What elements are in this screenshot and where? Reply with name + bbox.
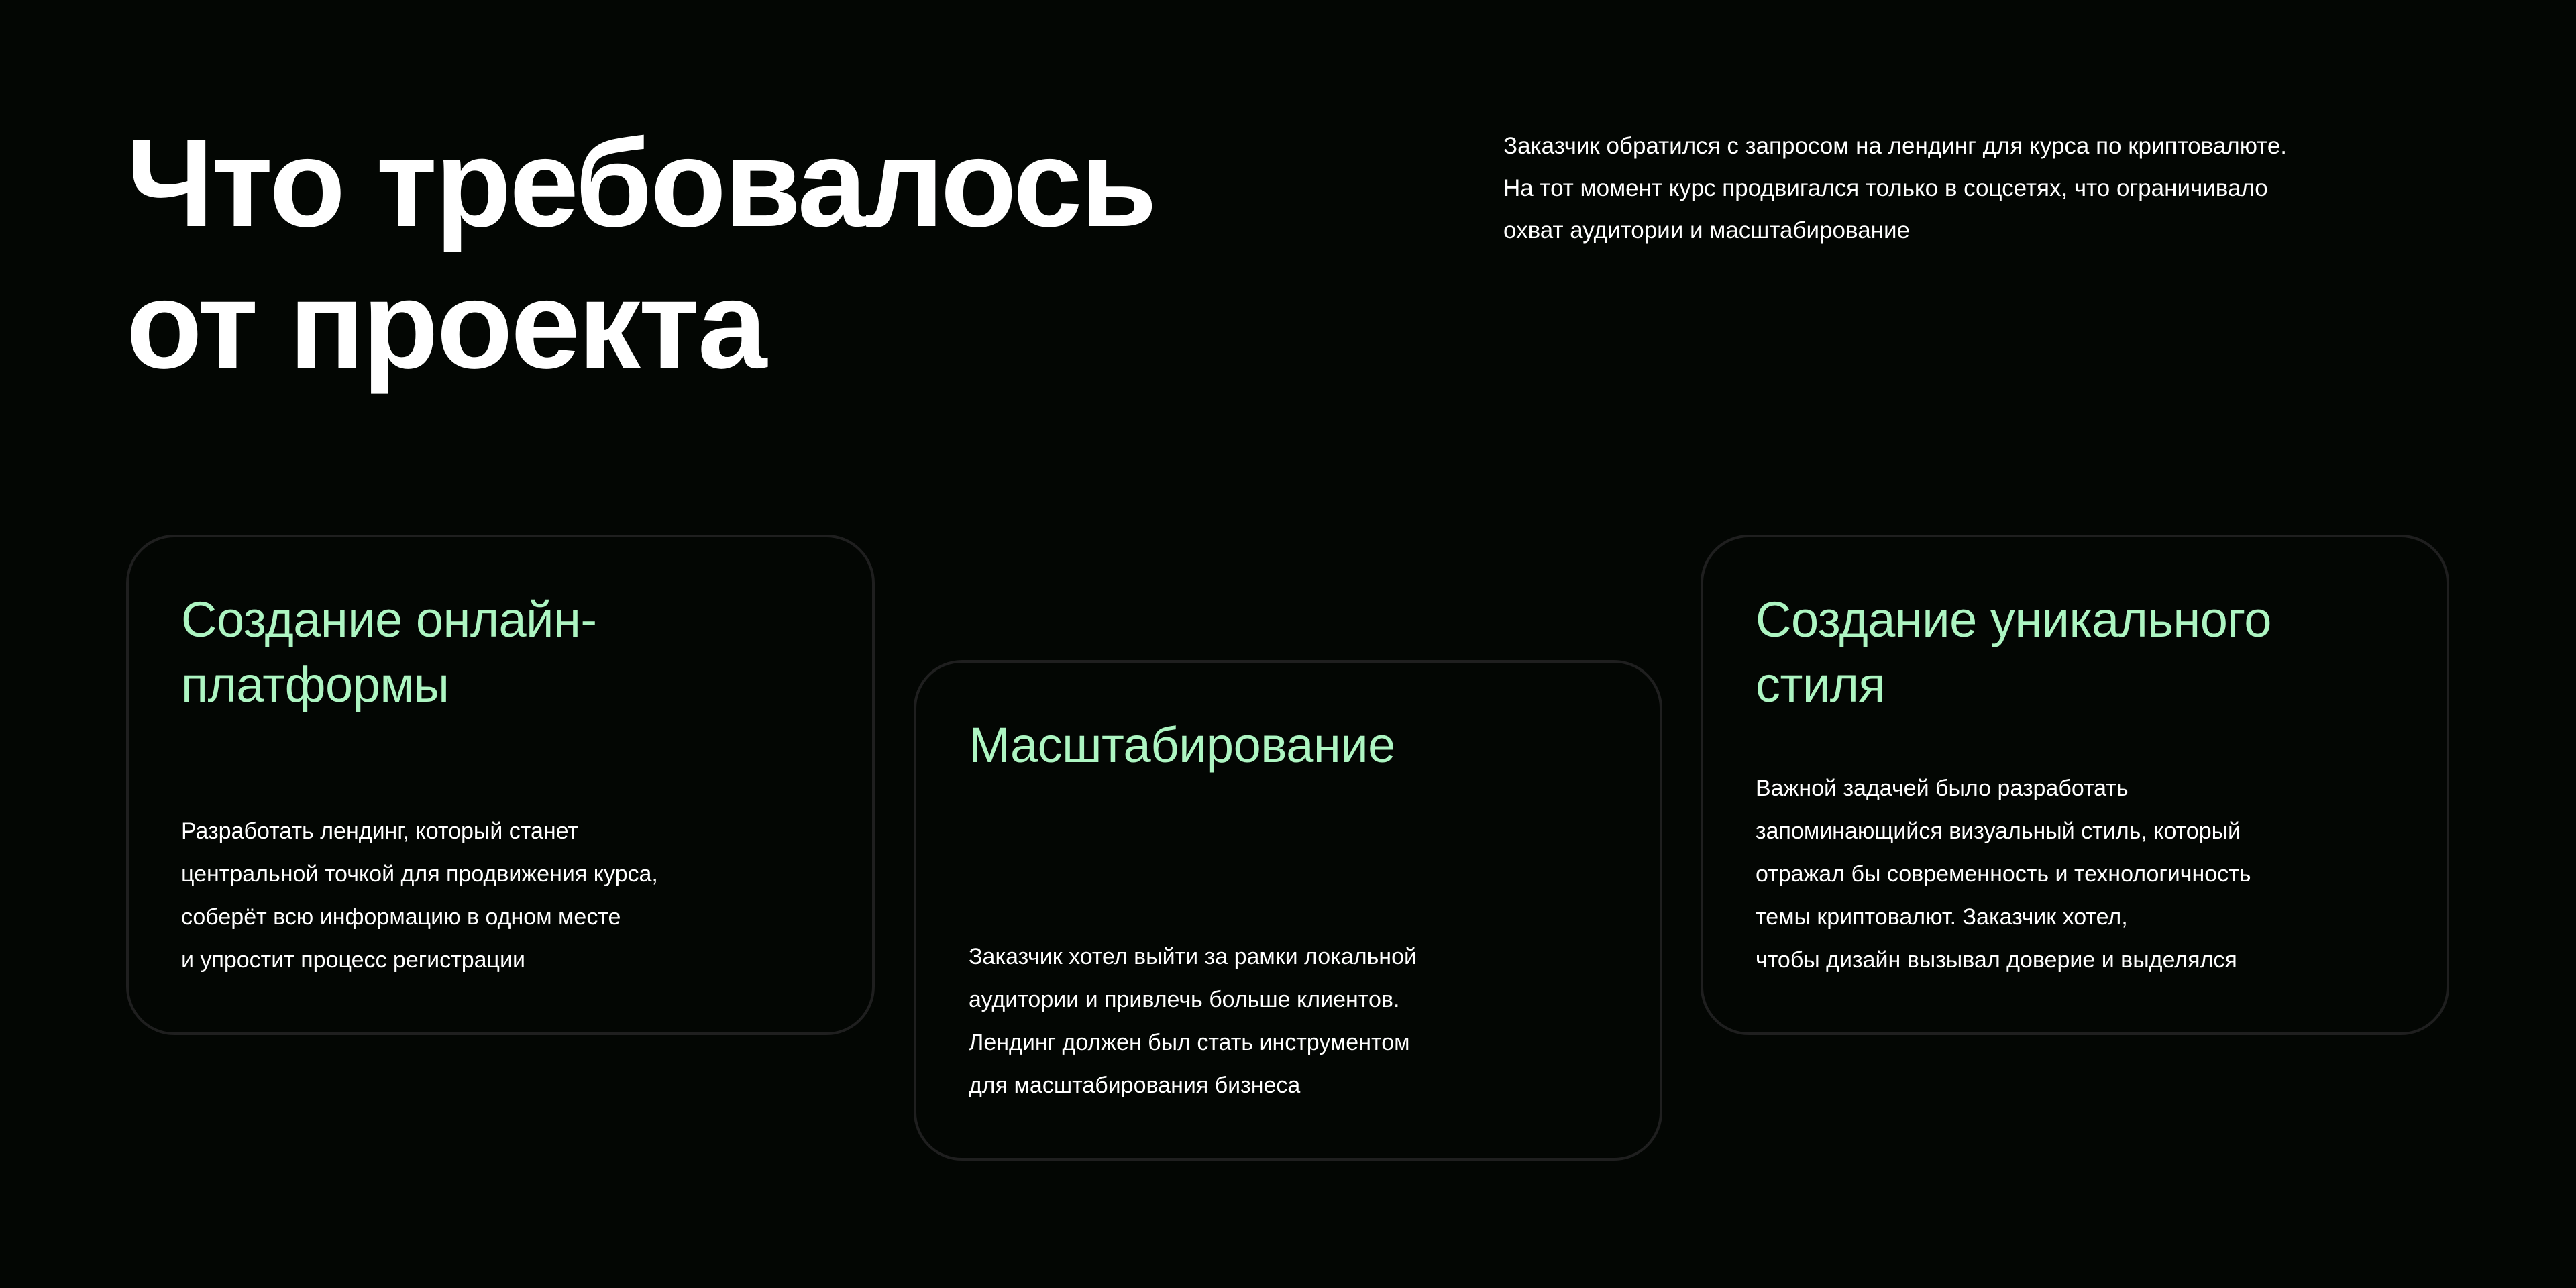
card-title-line: Создание онлайн-	[181, 592, 597, 647]
card-body-line: и упростит процесс регистрации	[181, 947, 525, 973]
card-body-line: Заказчик хотел выйти за рамки локальной	[969, 944, 1417, 969]
card-title	[1756, 587, 2271, 717]
card-title-line: Создание уникального	[1756, 592, 2271, 647]
page-title-line: от проекта	[126, 256, 765, 394]
card-body-line: отражал бы современность и технологичность	[1756, 861, 2251, 887]
intro-paragraph	[1503, 125, 2287, 252]
intro-line: На тот момент курс продвигался только в соцсетях, что ограничивало	[1503, 175, 2268, 201]
card-body-line: Лендинг должен был стать инструментом	[969, 1030, 1410, 1055]
page-title-line: Что требовалось	[126, 114, 1155, 253]
card-title-line: Масштабирование	[969, 717, 1395, 773]
card-online-platform	[126, 535, 875, 1035]
card-body-line: для масштабирования бизнеса	[969, 1073, 1301, 1098]
card-title	[181, 587, 597, 717]
card-body-line: Важной задачей было разработать	[1756, 775, 2129, 801]
card-body-line: Разработать лендинг, который станет	[181, 818, 579, 844]
card-body-line: аудитории и привлечь больше клиентов.	[969, 987, 1400, 1012]
card-body-line: центральной точкой для продвижения курса,	[181, 861, 658, 887]
card-body-line: темы криптовалют. Заказчик хотел,	[1756, 904, 2128, 930]
card-body-line: соберёт всю информацию в одном месте	[181, 904, 621, 930]
page-title	[126, 113, 1155, 396]
card-title-line: платформы	[181, 657, 449, 712]
card-body	[969, 935, 1417, 1107]
card-body-line: чтобы дизайн вызывал доверие и выделялся	[1756, 947, 2237, 973]
card-title	[969, 712, 1395, 777]
card-scaling	[914, 660, 1662, 1161]
intro-line: охват аудитории и масштабирование	[1503, 217, 1911, 244]
card-unique-style	[1701, 535, 2449, 1035]
card-title-line: стиля	[1756, 657, 1885, 712]
card-body	[181, 810, 658, 981]
intro-line: Заказчик обратился с запросом на лендинг для курса по криптовалюте.	[1503, 133, 2288, 159]
card-body	[1756, 767, 2251, 981]
card-body-line: запоминающийся визуальный стиль, который	[1756, 818, 2241, 844]
